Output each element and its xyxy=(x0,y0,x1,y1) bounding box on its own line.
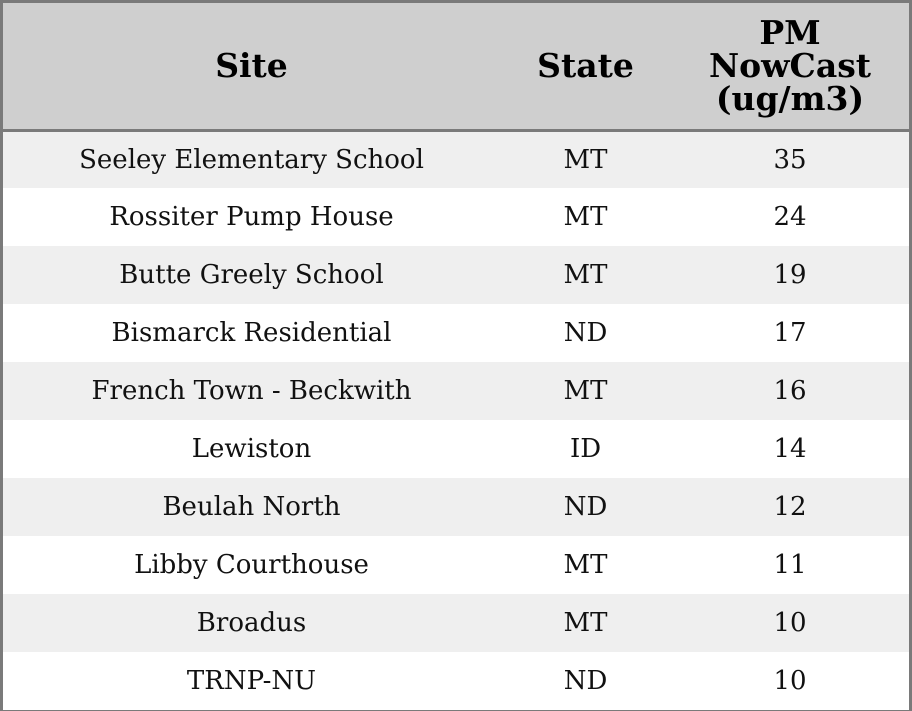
cell-pm-nowcast: 35 xyxy=(773,144,807,175)
table-row xyxy=(3,362,909,420)
cell-site: Rossiter Pump House xyxy=(109,202,394,232)
cell-pm-nowcast: 11 xyxy=(773,550,807,580)
table-row xyxy=(3,420,909,478)
cell-state: ND xyxy=(563,666,608,696)
cell-state: ND xyxy=(563,492,608,522)
cell-state: MT xyxy=(563,376,608,406)
cell-pm-nowcast: 17 xyxy=(773,318,807,348)
cell-state: MT xyxy=(563,260,608,290)
table-row xyxy=(3,304,909,362)
table-header xyxy=(3,3,909,130)
cell-state: MT xyxy=(563,608,608,638)
cell-site: Beulah North xyxy=(162,492,341,522)
header-state xyxy=(500,3,671,130)
header-pm-line-1: PM xyxy=(759,13,821,53)
table-row xyxy=(3,246,909,304)
cell-state: ND xyxy=(563,318,608,348)
cell-pm-nowcast: 19 xyxy=(773,260,807,290)
table-row xyxy=(3,130,909,188)
cell-site: TRNP-NU xyxy=(186,666,317,696)
header-pm-line-3: (ug/m3) xyxy=(715,79,865,119)
cell-site: Bismarck Residential xyxy=(111,318,392,348)
cell-state: MT xyxy=(563,202,608,232)
cell-site: Broadus xyxy=(196,608,307,638)
table-body xyxy=(3,130,909,710)
table-row xyxy=(3,652,909,710)
header-site-line: Site xyxy=(215,46,288,86)
header-site xyxy=(3,3,500,130)
cell-site: Butte Greely School xyxy=(119,260,384,290)
table-row xyxy=(3,188,909,246)
header-state-line: State xyxy=(537,46,634,86)
cell-pm-nowcast: 24 xyxy=(773,202,807,232)
header-pm-nowcast xyxy=(671,3,909,130)
cell-site: Lewiston xyxy=(191,434,312,464)
cell-pm-nowcast: 10 xyxy=(773,666,807,696)
cell-state: MT xyxy=(563,144,608,175)
cell-site: French Town - Beckwith xyxy=(91,376,412,406)
cell-site: Seeley Elementary School xyxy=(79,144,424,175)
cell-state: ID xyxy=(569,434,602,464)
table-row xyxy=(3,594,909,652)
cell-pm-nowcast: 12 xyxy=(773,492,807,522)
table-row xyxy=(3,536,909,594)
cell-state: MT xyxy=(563,550,608,580)
header-pm-line-2: NowCast xyxy=(708,46,872,86)
table-row xyxy=(3,478,909,536)
cell-site: Libby Courthouse xyxy=(134,550,369,580)
pm-nowcast-table xyxy=(3,3,909,710)
cell-pm-nowcast: 10 xyxy=(773,608,807,638)
cell-pm-nowcast: 14 xyxy=(773,434,807,464)
header-row xyxy=(3,3,909,130)
cell-pm-nowcast: 16 xyxy=(773,376,807,406)
